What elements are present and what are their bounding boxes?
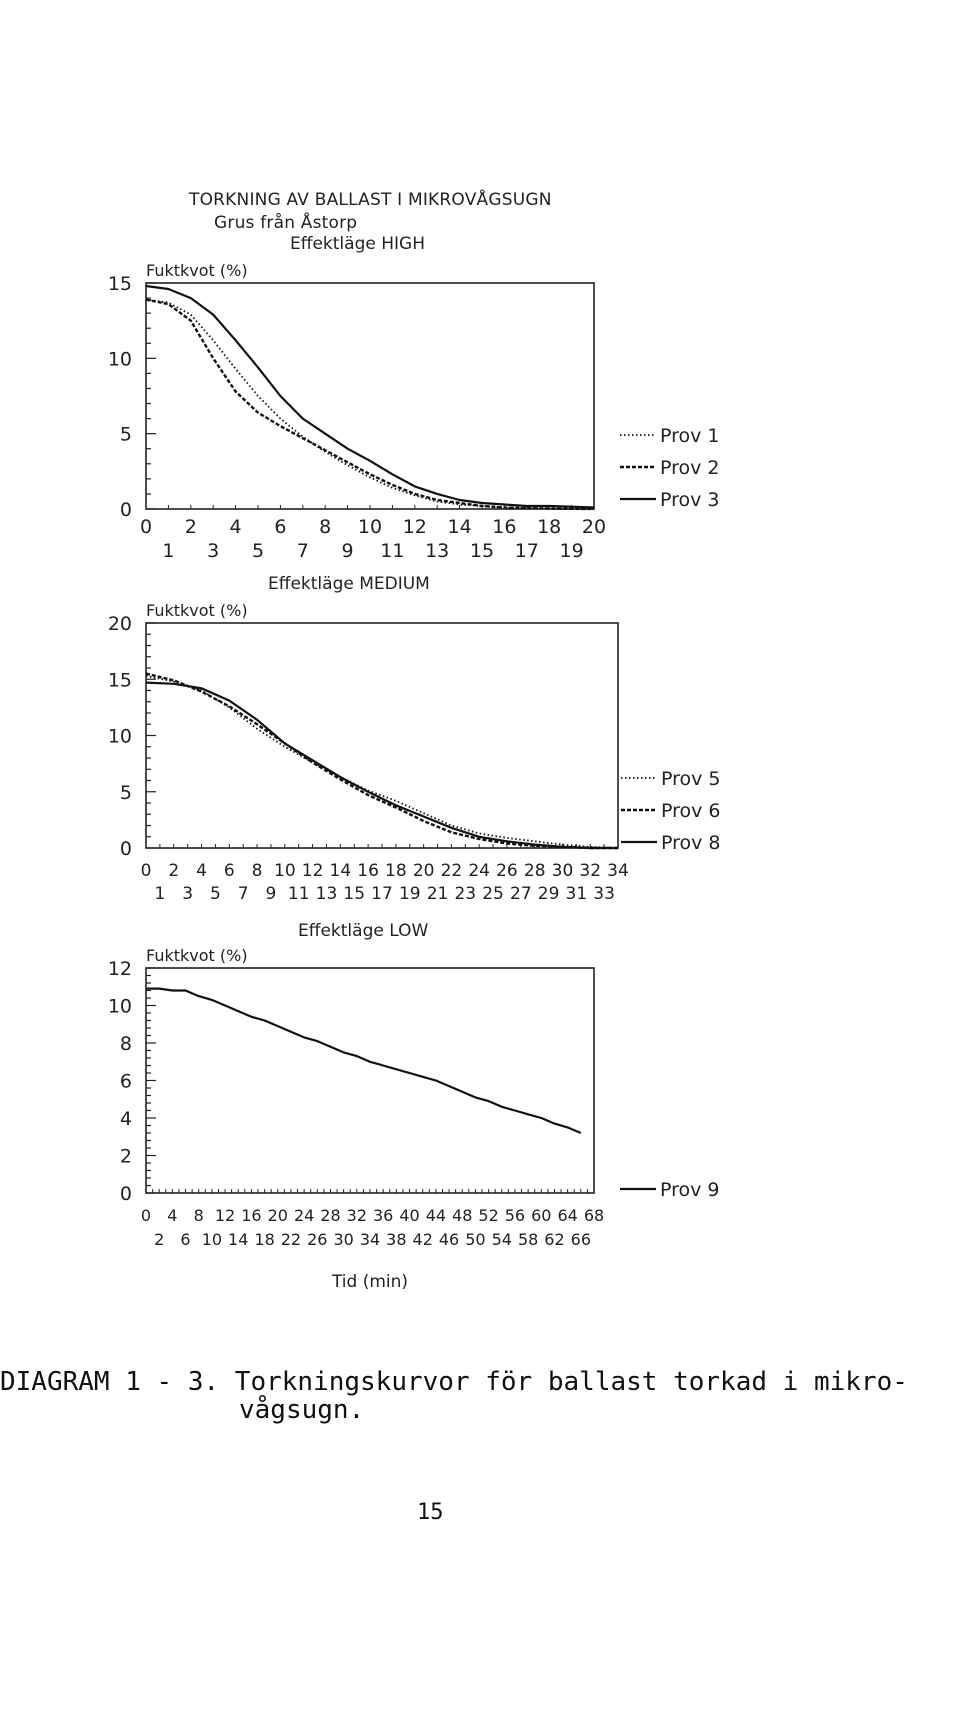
series-line [146, 989, 581, 1133]
x-tick-label-top: 14 [329, 861, 352, 881]
x-tick-label-top: 0 [140, 1206, 152, 1225]
y-tick-label: 15 [107, 273, 132, 295]
x-tick-label-top: 2 [184, 516, 197, 538]
x-tick-label-top: 20 [412, 861, 435, 881]
x-tick-label-bottom: 17 [371, 884, 393, 904]
x-tick-label-bottom: 5 [251, 540, 265, 562]
chart-title: Effektläge LOW [298, 921, 429, 941]
x-tick-label-top: 32 [346, 1206, 368, 1225]
x-tick-label-top: 2 [168, 861, 180, 881]
report-subtitle: Grus från Åstorp [214, 213, 358, 233]
x-tick-label-top: 0 [139, 516, 153, 538]
x-tick-label-bottom: 33 [593, 884, 615, 904]
x-tick-label-bottom: 13 [315, 884, 338, 904]
x-tick-label-top: 32 [579, 861, 602, 881]
x-tick-label-bottom: 23 [454, 884, 477, 904]
x-tick-label-top: 8 [193, 1206, 204, 1225]
x-tick-label-bottom: 62 [544, 1230, 565, 1249]
x-tick-label-bottom: 18 [254, 1230, 275, 1249]
x-tick-label-top: 8 [319, 516, 332, 538]
x-tick-label-bottom: 27 [510, 884, 532, 904]
y-tick-label: 5 [119, 781, 132, 804]
x-tick-label-top: 20 [581, 516, 607, 538]
x-tick-label-top: 4 [167, 1206, 178, 1225]
legend-label: Prov 1 [660, 425, 720, 447]
legend-label: Prov 8 [661, 832, 721, 854]
figure-caption-line-1: DIAGRAM 1 - 3. Torkningskurvor för ballast torkad i mikro- [0, 1367, 908, 1397]
y-tick-label: 4 [119, 1108, 132, 1130]
chart-title: Effektläge HIGH [290, 234, 425, 254]
x-tick-label-top: 16 [241, 1206, 262, 1225]
x-tick-label-bottom: 54 [491, 1230, 512, 1249]
x-tick-label-top: 18 [385, 861, 407, 881]
legend-label: Prov 6 [661, 800, 721, 822]
y-tick-label: 20 [107, 613, 132, 635]
x-tick-label-bottom: 15 [469, 540, 495, 562]
y-tick-label: 10 [107, 348, 132, 371]
series-line [146, 683, 618, 848]
chart-title: Effektläge MEDIUM [268, 574, 430, 594]
x-tick-label-top: 34 [607, 861, 629, 881]
x-tick-label-top: 4 [196, 861, 207, 881]
x-tick-label-bottom: 46 [438, 1230, 460, 1249]
x-tick-label-bottom: 38 [386, 1230, 407, 1249]
x-tick-label-top: 44 [425, 1206, 447, 1225]
x-tick-label-top: 12 [214, 1206, 236, 1225]
x-tick-label-bottom: 3 [207, 540, 220, 562]
x-tick-label-top: 68 [583, 1206, 605, 1225]
y-tick-label: 2 [119, 1145, 132, 1168]
y-tick-label: 0 [119, 499, 132, 521]
y-tick-label: 0 [119, 1183, 132, 1205]
series-line [146, 286, 594, 508]
x-tick-label-top: 56 [504, 1206, 526, 1225]
plot-frame [146, 968, 594, 1193]
x-tick-label-bottom: 66 [570, 1230, 592, 1249]
x-tick-label-top: 22 [440, 861, 463, 881]
x-tick-label-bottom: 14 [228, 1230, 249, 1249]
x-tick-label-bottom: 1 [162, 540, 175, 562]
y-tick-label: 8 [119, 1033, 132, 1055]
x-tick-label-bottom: 42 [412, 1230, 433, 1249]
x-tick-label-bottom: 11 [380, 540, 405, 562]
x-tick-label-bottom: 19 [398, 884, 421, 904]
y-axis-label: Fuktkvot (%) [146, 261, 248, 280]
x-tick-label-bottom: 7 [296, 540, 309, 562]
legend-label: Prov 3 [660, 489, 720, 511]
x-tick-label-bottom: 50 [465, 1230, 486, 1249]
x-tick-label-top: 24 [468, 861, 490, 881]
x-tick-label-top: 16 [357, 861, 379, 881]
y-tick-label: 12 [107, 958, 132, 980]
x-tick-label-bottom: 15 [343, 884, 366, 904]
x-tick-label-bottom: 26 [307, 1230, 328, 1249]
x-tick-label-top: 6 [223, 861, 235, 881]
x-tick-label-bottom: 19 [559, 540, 584, 562]
y-tick-label: 15 [107, 669, 132, 692]
x-tick-label-top: 40 [399, 1206, 420, 1225]
series-line [146, 674, 618, 848]
x-tick-label-top: 6 [274, 516, 287, 538]
x-tick-label-bottom: 22 [280, 1230, 302, 1249]
x-tick-label-bottom: 9 [341, 540, 354, 562]
x-tick-label-top: 30 [551, 861, 574, 881]
x-tick-label-bottom: 5 [209, 884, 221, 904]
y-tick-label: 5 [119, 423, 132, 446]
x-tick-label-top: 10 [357, 516, 383, 538]
x-tick-label-bottom: 31 [565, 884, 588, 904]
legend-label: Prov 2 [660, 457, 720, 479]
x-tick-label-bottom: 58 [517, 1230, 539, 1249]
x-tick-label-top: 8 [251, 861, 263, 881]
x-tick-label-bottom: 11 [287, 884, 310, 904]
legend-label: Prov 9 [660, 1179, 720, 1201]
x-tick-label-bottom: 10 [201, 1230, 223, 1249]
legend-label: Prov 5 [661, 768, 721, 790]
x-tick-label-top: 52 [478, 1206, 499, 1225]
x-tick-label-top: 26 [496, 861, 518, 881]
x-tick-label-bottom: 6 [180, 1230, 191, 1249]
y-tick-label: 0 [119, 838, 132, 860]
x-tick-label-top: 4 [229, 516, 242, 538]
figure-caption-line-2: vågsugn. [239, 1395, 365, 1425]
y-axis-label: Fuktkvot (%) [146, 601, 248, 620]
x-tick-label-bottom: 21 [426, 884, 449, 904]
x-tick-label-top: 48 [452, 1206, 473, 1225]
x-tick-label-top: 36 [372, 1206, 394, 1225]
x-tick-label-top: 12 [301, 861, 324, 881]
x-tick-label-bottom: 7 [237, 884, 249, 904]
x-tick-label-top: 20 [267, 1206, 288, 1225]
x-tick-label-top: 18 [537, 516, 562, 538]
x-tick-label-bottom: 2 [154, 1230, 165, 1249]
plot-frame [146, 623, 618, 848]
y-tick-label: 10 [107, 725, 132, 748]
x-tick-label-bottom: 13 [425, 540, 450, 562]
x-tick-label-bottom: 1 [154, 884, 166, 904]
x-tick-label-top: 12 [402, 516, 427, 538]
x-tick-label-top: 64 [557, 1206, 578, 1225]
x-tick-label-bottom: 25 [482, 884, 504, 904]
x-tick-label-top: 28 [523, 861, 546, 881]
x-tick-label-top: 28 [320, 1206, 341, 1225]
report-title: TORKNING AV BALLAST I MIKROVÅGSUGN [189, 190, 552, 210]
x-tick-label-bottom: 9 [265, 884, 277, 904]
y-axis-label: Fuktkvot (%) [146, 946, 248, 965]
x-tick-label-top: 60 [531, 1206, 552, 1225]
x-tick-label-bottom: 3 [182, 884, 194, 904]
x-tick-label-bottom: 29 [537, 884, 560, 904]
x-tick-label-top: 10 [274, 861, 296, 881]
x-tick-label-top: 16 [492, 516, 517, 538]
y-tick-label: 10 [107, 995, 132, 1018]
plot-frame [146, 283, 594, 509]
x-tick-label-bottom: 30 [333, 1230, 354, 1249]
page-number: 15 [417, 1500, 444, 1525]
x-tick-label-bottom: 17 [514, 540, 539, 562]
series-line [146, 300, 594, 509]
x-tick-label-bottom: 34 [359, 1230, 381, 1249]
series-line [146, 676, 618, 848]
x-tick-label-top: 14 [447, 516, 472, 538]
x-tick-label-top: 24 [293, 1206, 315, 1225]
y-tick-label: 6 [119, 1070, 132, 1093]
x-tick-label-top: 0 [140, 861, 152, 881]
x-axis-label: Tid (min) [331, 1272, 409, 1292]
